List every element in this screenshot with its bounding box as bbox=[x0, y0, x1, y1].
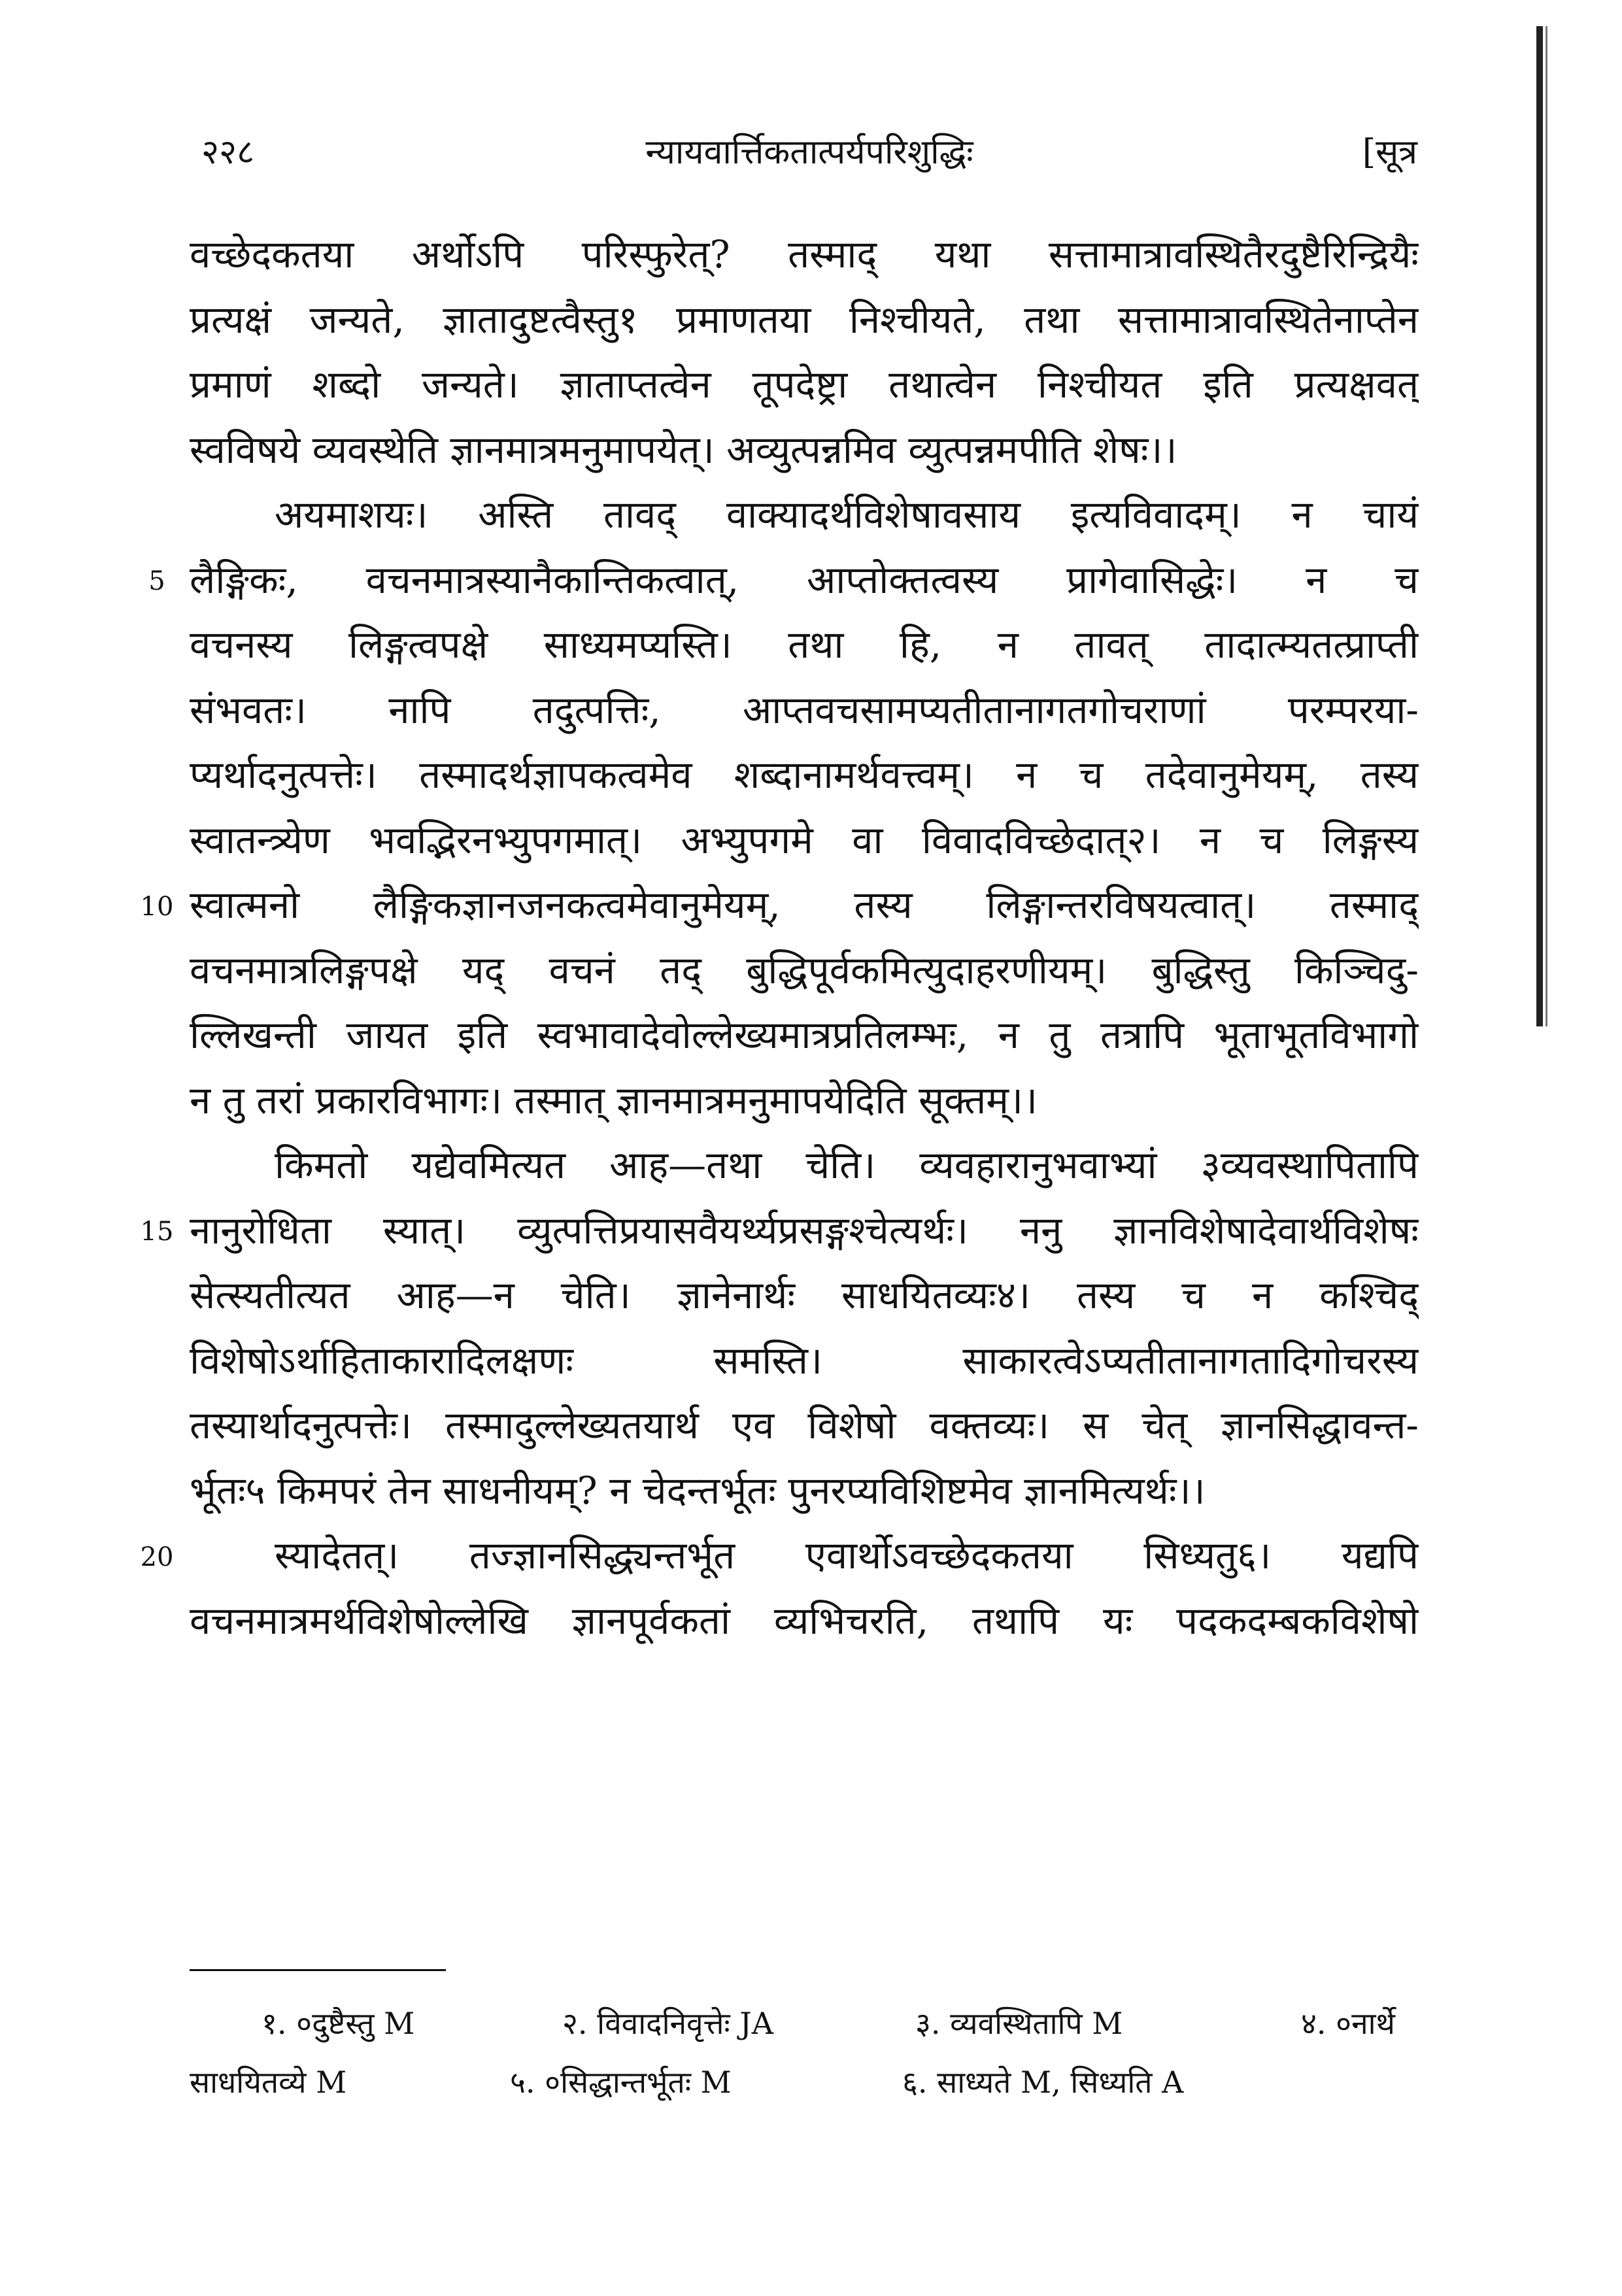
footnote-rule bbox=[190, 1969, 446, 1971]
text-line: प्रमाणं शब्दो जन्यते। ज्ञाताप्तत्वेन तूपदेष्ट्रा तथात्वेन निश्चीयत इति प्रत्यक्षवत् bbox=[190, 362, 1419, 407]
section-label: [सूत्र bbox=[1362, 133, 1417, 172]
running-header bbox=[201, 123, 1417, 182]
text-line: र्भूतः५ किमपरं तेन साधनीयम्? न चेदन्तर्भूतः पुनरप्यविशिष्टमेव ज्ञानमित्यर्थः।। bbox=[190, 1468, 1206, 1513]
text-line-paragraph-start: अयमाशयः। अस्ति तावद् वाक्यादर्थविशेषावसाय इत्यविवादम्। न चायं bbox=[275, 492, 1419, 537]
text-line-paragraph-start: स्यादेतत्। तज्ज्ञानसिद्ध्यन्तर्भूत एवार्थोऽवच्छेदकतया सिध्यतु६। यद्यपि bbox=[275, 1533, 1419, 1578]
text-line: तस्यार्थादनुत्पत्तेः। तस्मादुल्लेख्यतयार्थ एव विशेषो वक्तव्यः। स चेत् ज्ञानसिद्धावन्त- bbox=[190, 1403, 1419, 1447]
line-number-10: 10 bbox=[140, 892, 174, 922]
text-line: संभवतः। नापि तदुत्पत्तिः, आप्तवचसामप्यतीतानागतगोचराणां परम्परया- bbox=[190, 687, 1419, 732]
text-line: स्वातन्त्र्येण भवद्भिरनभ्युपगमात्। अभ्युपगमे वा विवादविच्छेदात्२। न च लिङ्गस्य bbox=[190, 817, 1419, 862]
footnote-row-1 bbox=[190, 1997, 1419, 2050]
scan-edge-line-inner bbox=[1546, 26, 1547, 1026]
text-line: प्यर्थादनुत्पत्तेः। तस्मादर्थज्ञापकत्वमेव शब्दानामर्थवत्त्वम्। न च तदेवानुमेयम्, तस्य bbox=[190, 752, 1419, 797]
text-line: वचनमात्रमर्थविशेषोल्लेखि ज्ञानपूर्वकतां व्यभिचरति, तथापि यः पदकदम्बकविशेषो bbox=[190, 1598, 1419, 1643]
running-title: न्यायवार्त्तिकतात्पर्यपरिशुद्धिः bbox=[645, 133, 973, 172]
text-line: नानुरोधिता स्यात्। व्युत्पत्तिप्रयासवैयर्थ्यप्रसङ्गश्चेत्यर्थः। ननु ज्ञानविशेषादेवार्थविशेषः bbox=[190, 1207, 1419, 1253]
text-line: सेत्स्यतीत्यत आह—न चेति। ज्ञानेनार्थः साधयितव्यः४। तस्य च न कश्चिद् bbox=[190, 1273, 1419, 1317]
text-line: वच्छेदकतया अर्थोऽपि परिस्फुरेत्? तस्माद् यथा सत्तामात्रावस्थितैरदुष्टैरिन्द्रियैः bbox=[190, 232, 1419, 277]
footnote-row-2 bbox=[190, 2056, 1419, 2108]
line-number-5: 5 bbox=[148, 566, 165, 596]
text-line: वचनमात्रलिङ्गपक्षे यद् वचनं तद् बुद्धिपूर्वकमित्युदाहरणीयम्। बुद्धिस्तु किञ्चिदु- bbox=[190, 947, 1419, 992]
text-line: न तु तरां प्रकारविभागः। तस्मात् ज्ञानमात्रमनुमापयेदिति सूक्तम्।। bbox=[190, 1077, 1038, 1123]
body-text bbox=[190, 222, 1419, 1653]
footnote: ५. ०सिद्धान्तर्भूतः M bbox=[510, 2065, 732, 2100]
text-line: स्वविषये व्यवस्थेति ज्ञानमात्रमनुमापयेत्। अव्युत्पन्नमिव व्युत्पन्नमपीति शेषः।। bbox=[190, 427, 1177, 472]
text-line: स्वात्मनो लैङ्गिकज्ञानजनकत्वमेवानुमेयम्, तस्य लिङ्गान्तरविषयत्वात्। तस्माद् bbox=[190, 883, 1419, 927]
text-line: प्रत्यक्षं जन्यते, ज्ञातादुष्टत्वैस्तु१ प्रमाणतया निश्चीयते, तथा सत्तामात्रावस्थितेनाप्तेन bbox=[190, 297, 1419, 342]
footnote: साधयितव्ये M bbox=[190, 2065, 347, 2100]
line-number-15: 15 bbox=[140, 1217, 174, 1247]
text-line: वचनस्य लिङ्गत्वपक्षे साध्यमप्यस्ति। तथा हि, न तावत् तादात्म्यतत्प्राप्ती bbox=[190, 622, 1419, 667]
footnote: ४. ०नार्थे bbox=[1301, 2006, 1395, 2041]
text-line: लैङ्गिकः, वचनमात्रस्यानैकान्तिकत्वात्, आप्तोक्तत्वस्य प्रागेवासिद्धेः। न च bbox=[190, 557, 1419, 602]
footnote: ३. व्यवस्थितापि M bbox=[915, 2006, 1123, 2041]
line-number-20: 20 bbox=[140, 1542, 174, 1572]
page-number: २२८ bbox=[201, 133, 255, 172]
text-line: ल्लिखन्ती जायत इति स्वभावादेवोल्लेख्यमात्रप्रतिलम्भः, न तु तत्रापि भूताभूतविभागो bbox=[190, 1013, 1419, 1057]
text-line: विशेषोऽर्थाहिताकारादिलक्षणः समस्ति। साकारत्वेऽप्यतीतानागतादिगोचरस्य bbox=[190, 1338, 1419, 1383]
footnote: १. ०दुष्टैस्तु M bbox=[262, 2006, 415, 2041]
footnote: ६. साध्यते M, सिध्यति A bbox=[902, 2065, 1184, 2100]
text-line-paragraph-start: किमतो यद्येवमित्यत आह—तथा चेति। व्यवहारानुभवाभ्यां ३व्यवस्थापितापि bbox=[275, 1143, 1419, 1187]
scan-edge-line bbox=[1536, 26, 1543, 1026]
footnote: २. विवादनिवृत्तेः JA bbox=[562, 2006, 773, 2041]
